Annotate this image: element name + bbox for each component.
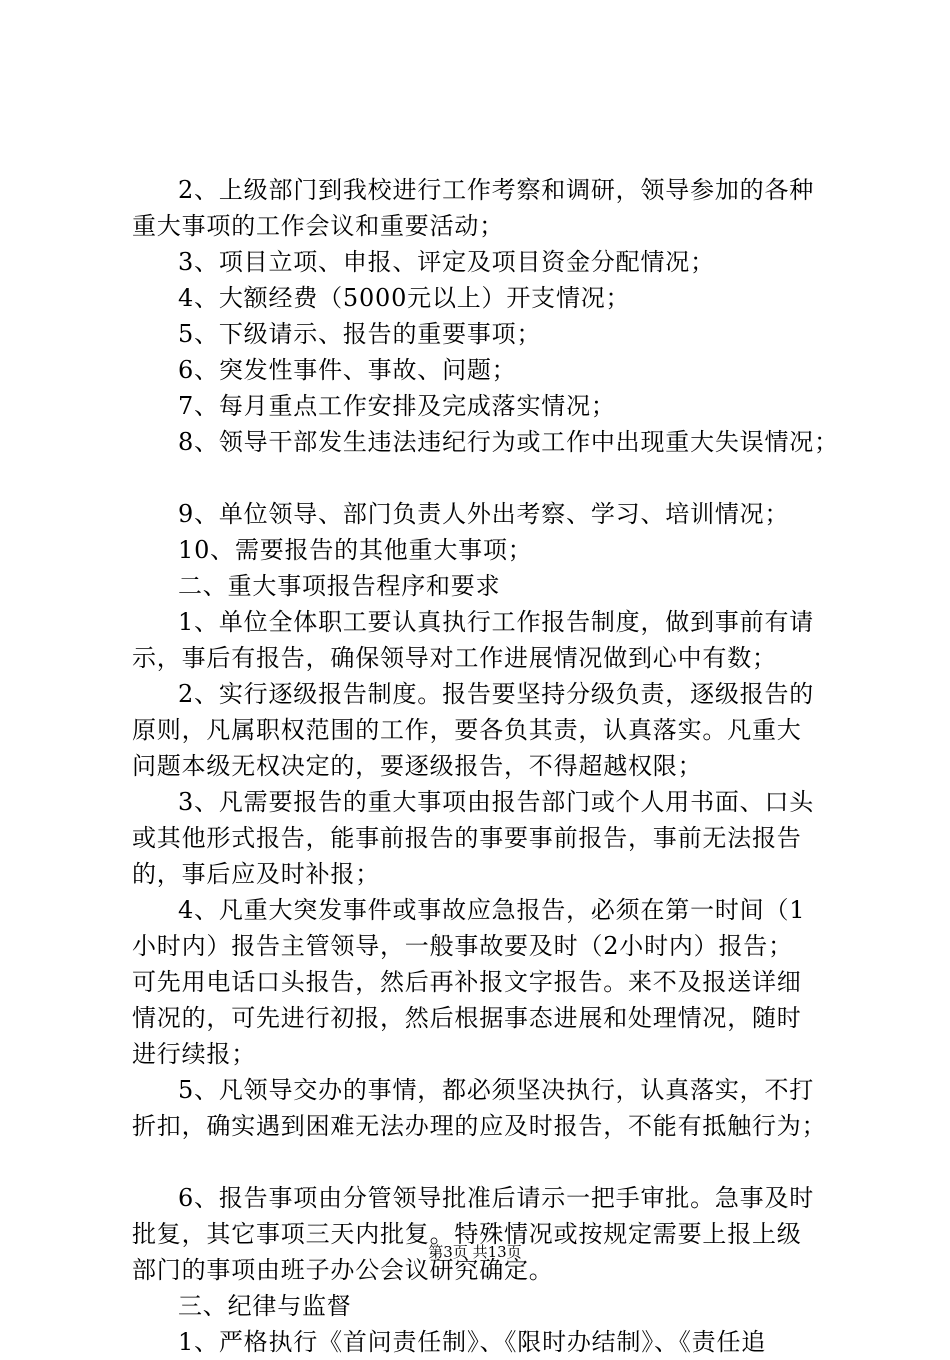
paragraph-line: 3、凡需要报告的重大事项由报告部门或个人用书面、口头 <box>178 788 815 816</box>
paragraph-line: 示，事后有报告，确保领导对工作进展情况做到心中有数； <box>132 644 777 672</box>
section-heading: 三、纪律与监督 <box>178 1292 352 1320</box>
paragraph-line: 7、每月重点工作安排及完成落实情况； <box>178 392 616 420</box>
paragraph-line: 部门的事项由班子办公会议研究确定。 <box>132 1256 554 1284</box>
page-number-footer: 第3页 共13页 <box>428 1243 522 1261</box>
blank-line <box>132 1144 832 1180</box>
paragraph-line: 5、下级请示、报告的重要事项； <box>178 320 542 348</box>
paragraph-line: 原则，凡属职权范围的工作，要各负其责，认真落实。凡重大 <box>132 716 802 744</box>
paragraph-line: 折扣，确实遇到困难无法办理的应及时报告，不能有抵触行为； <box>132 1112 827 1140</box>
paragraph-line: 5、凡领导交办的事情，都必须坚决执行，认真落实，不打 <box>178 1076 815 1104</box>
paragraph-line: 3、项目立项、申报、评定及项目资金分配情况； <box>178 248 715 276</box>
paragraph-line: 2、实行逐级报告制度。报告要坚持分级负责，逐级报告的 <box>178 680 815 708</box>
paragraph-line: 重大事项的工作会议和重要活动； <box>132 212 504 240</box>
paragraph-line: 小时内）报告主管领导，一般事故要及时（2小时内）报告； <box>132 932 793 960</box>
paragraph-line: 6、报告事项由分管领导批准后请示一把手审批。急事及时 <box>178 1184 815 1212</box>
paragraph-line: 情况的，可先进行初报，然后根据事态进展和处理情况，随时 <box>132 1004 802 1032</box>
paragraph-line: 的，事后应及时补报； <box>132 860 380 888</box>
paragraph-line: 4、大额经费（5000元以上）开支情况； <box>178 284 631 312</box>
paragraph-line: 9、单位领导、部门负责人外出考察、学习、培训情况； <box>178 500 790 528</box>
paragraph-line: 10、需要报告的其他重大事项； <box>178 536 533 564</box>
paragraph-line: 8、领导干部发生违法违纪行为或工作中出现重大失误情况； <box>178 428 839 456</box>
paragraph-line: 可先用电话口头报告，然后再补报文字报告。来不及报送详细 <box>132 968 802 996</box>
paragraph-line: 1、严格执行《首问责任制》、《限时办结制》、《责任追 <box>178 1328 767 1356</box>
section-heading: 二、重大事项报告程序和要求 <box>178 572 501 600</box>
paragraph-line: 问题本级无权决定的，要逐级报告，不得超越权限； <box>132 752 703 780</box>
paragraph-line: 进行续报； <box>132 1040 256 1068</box>
paragraph-line: 批复，其它事项三天内批复。特殊情况或按规定需要上报上级 <box>132 1220 802 1248</box>
paragraph-line: 1、单位全体职工要认真执行工作报告制度，做到事前有请 <box>178 608 815 636</box>
paragraph-line: 6、突发性事件、事故、问题； <box>178 356 517 384</box>
blank-line <box>132 460 832 496</box>
document-body <box>132 172 839 1360</box>
paragraph-line: 或其他形式报告，能事前报告的事要事前报告，事前无法报告 <box>132 824 802 852</box>
paragraph-line: 2、上级部门到我校进行工作考察和调研，领导参加的各种 <box>178 176 815 204</box>
paragraph-line: 4、凡重大突发事件或事故应急报告，必须在第一时间（1 <box>178 896 806 924</box>
